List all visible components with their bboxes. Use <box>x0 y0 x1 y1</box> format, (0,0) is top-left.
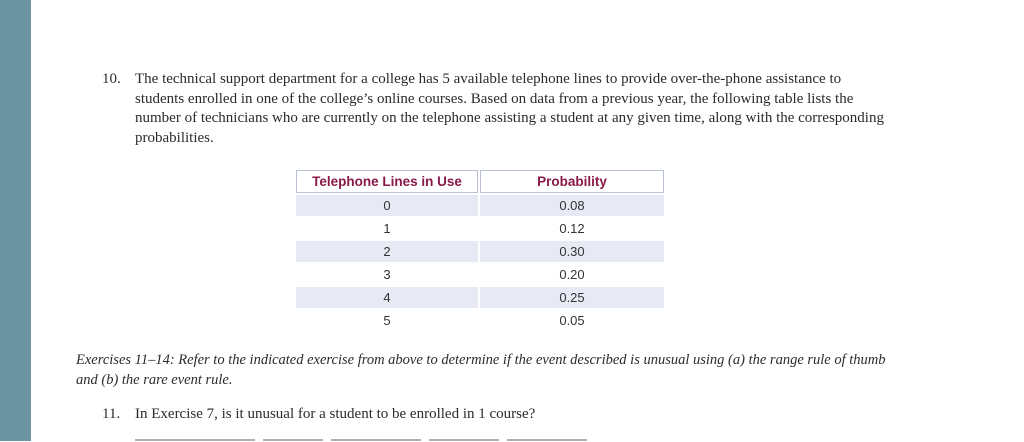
cell-lines: 4 <box>296 287 478 308</box>
cell-lines: 0 <box>296 195 478 216</box>
problem-number: 10. <box>102 71 121 87</box>
cell-probability: 0.25 <box>480 287 664 308</box>
cell-probability: 0.08 <box>480 195 664 216</box>
page-side-bar <box>0 0 31 441</box>
probability-table <box>294 168 666 333</box>
cell-lines: 2 <box>296 241 478 262</box>
table-row <box>296 287 664 308</box>
header-probability: Probability <box>480 170 664 193</box>
table-header-row <box>296 170 664 193</box>
exercise-text: In Exercise 7, is it unusual for a student to be enrolled in 1 course? <box>135 406 536 422</box>
table-row <box>296 241 664 262</box>
exercise-number: 11. <box>102 406 121 422</box>
cell-probability: 0.20 <box>480 264 664 285</box>
cell-probability: 0.05 <box>480 310 664 331</box>
table-row <box>296 264 664 285</box>
header-telephone-lines: Telephone Lines in Use <box>296 170 478 193</box>
table-row <box>296 310 664 331</box>
exercise-instructions: Exercises 11–14: Refer to the indicated exercise from above to determine if the event described is unusual using (a) the range rule of thumb and (b) the rare event rule. <box>76 352 886 388</box>
cell-lines: 3 <box>296 264 478 285</box>
cell-probability: 0.12 <box>480 218 664 239</box>
exercise-11 <box>102 405 535 425</box>
cell-probability: 0.30 <box>480 241 664 262</box>
problem-text: The technical support department for a college has 5 available telephone lines to provide over-the-phone assistance to students enrolled in one of the college’s online courses. Based on data from a previous year, the following table lists the number of technicians who are currently on the telephone assisting a student at any given time, along with the corresponding probabilities. <box>135 71 884 146</box>
problem-10 <box>102 70 892 148</box>
cell-lines: 5 <box>296 310 478 331</box>
cell-lines: 1 <box>296 218 478 239</box>
table-row <box>296 195 664 216</box>
table-row <box>296 218 664 239</box>
